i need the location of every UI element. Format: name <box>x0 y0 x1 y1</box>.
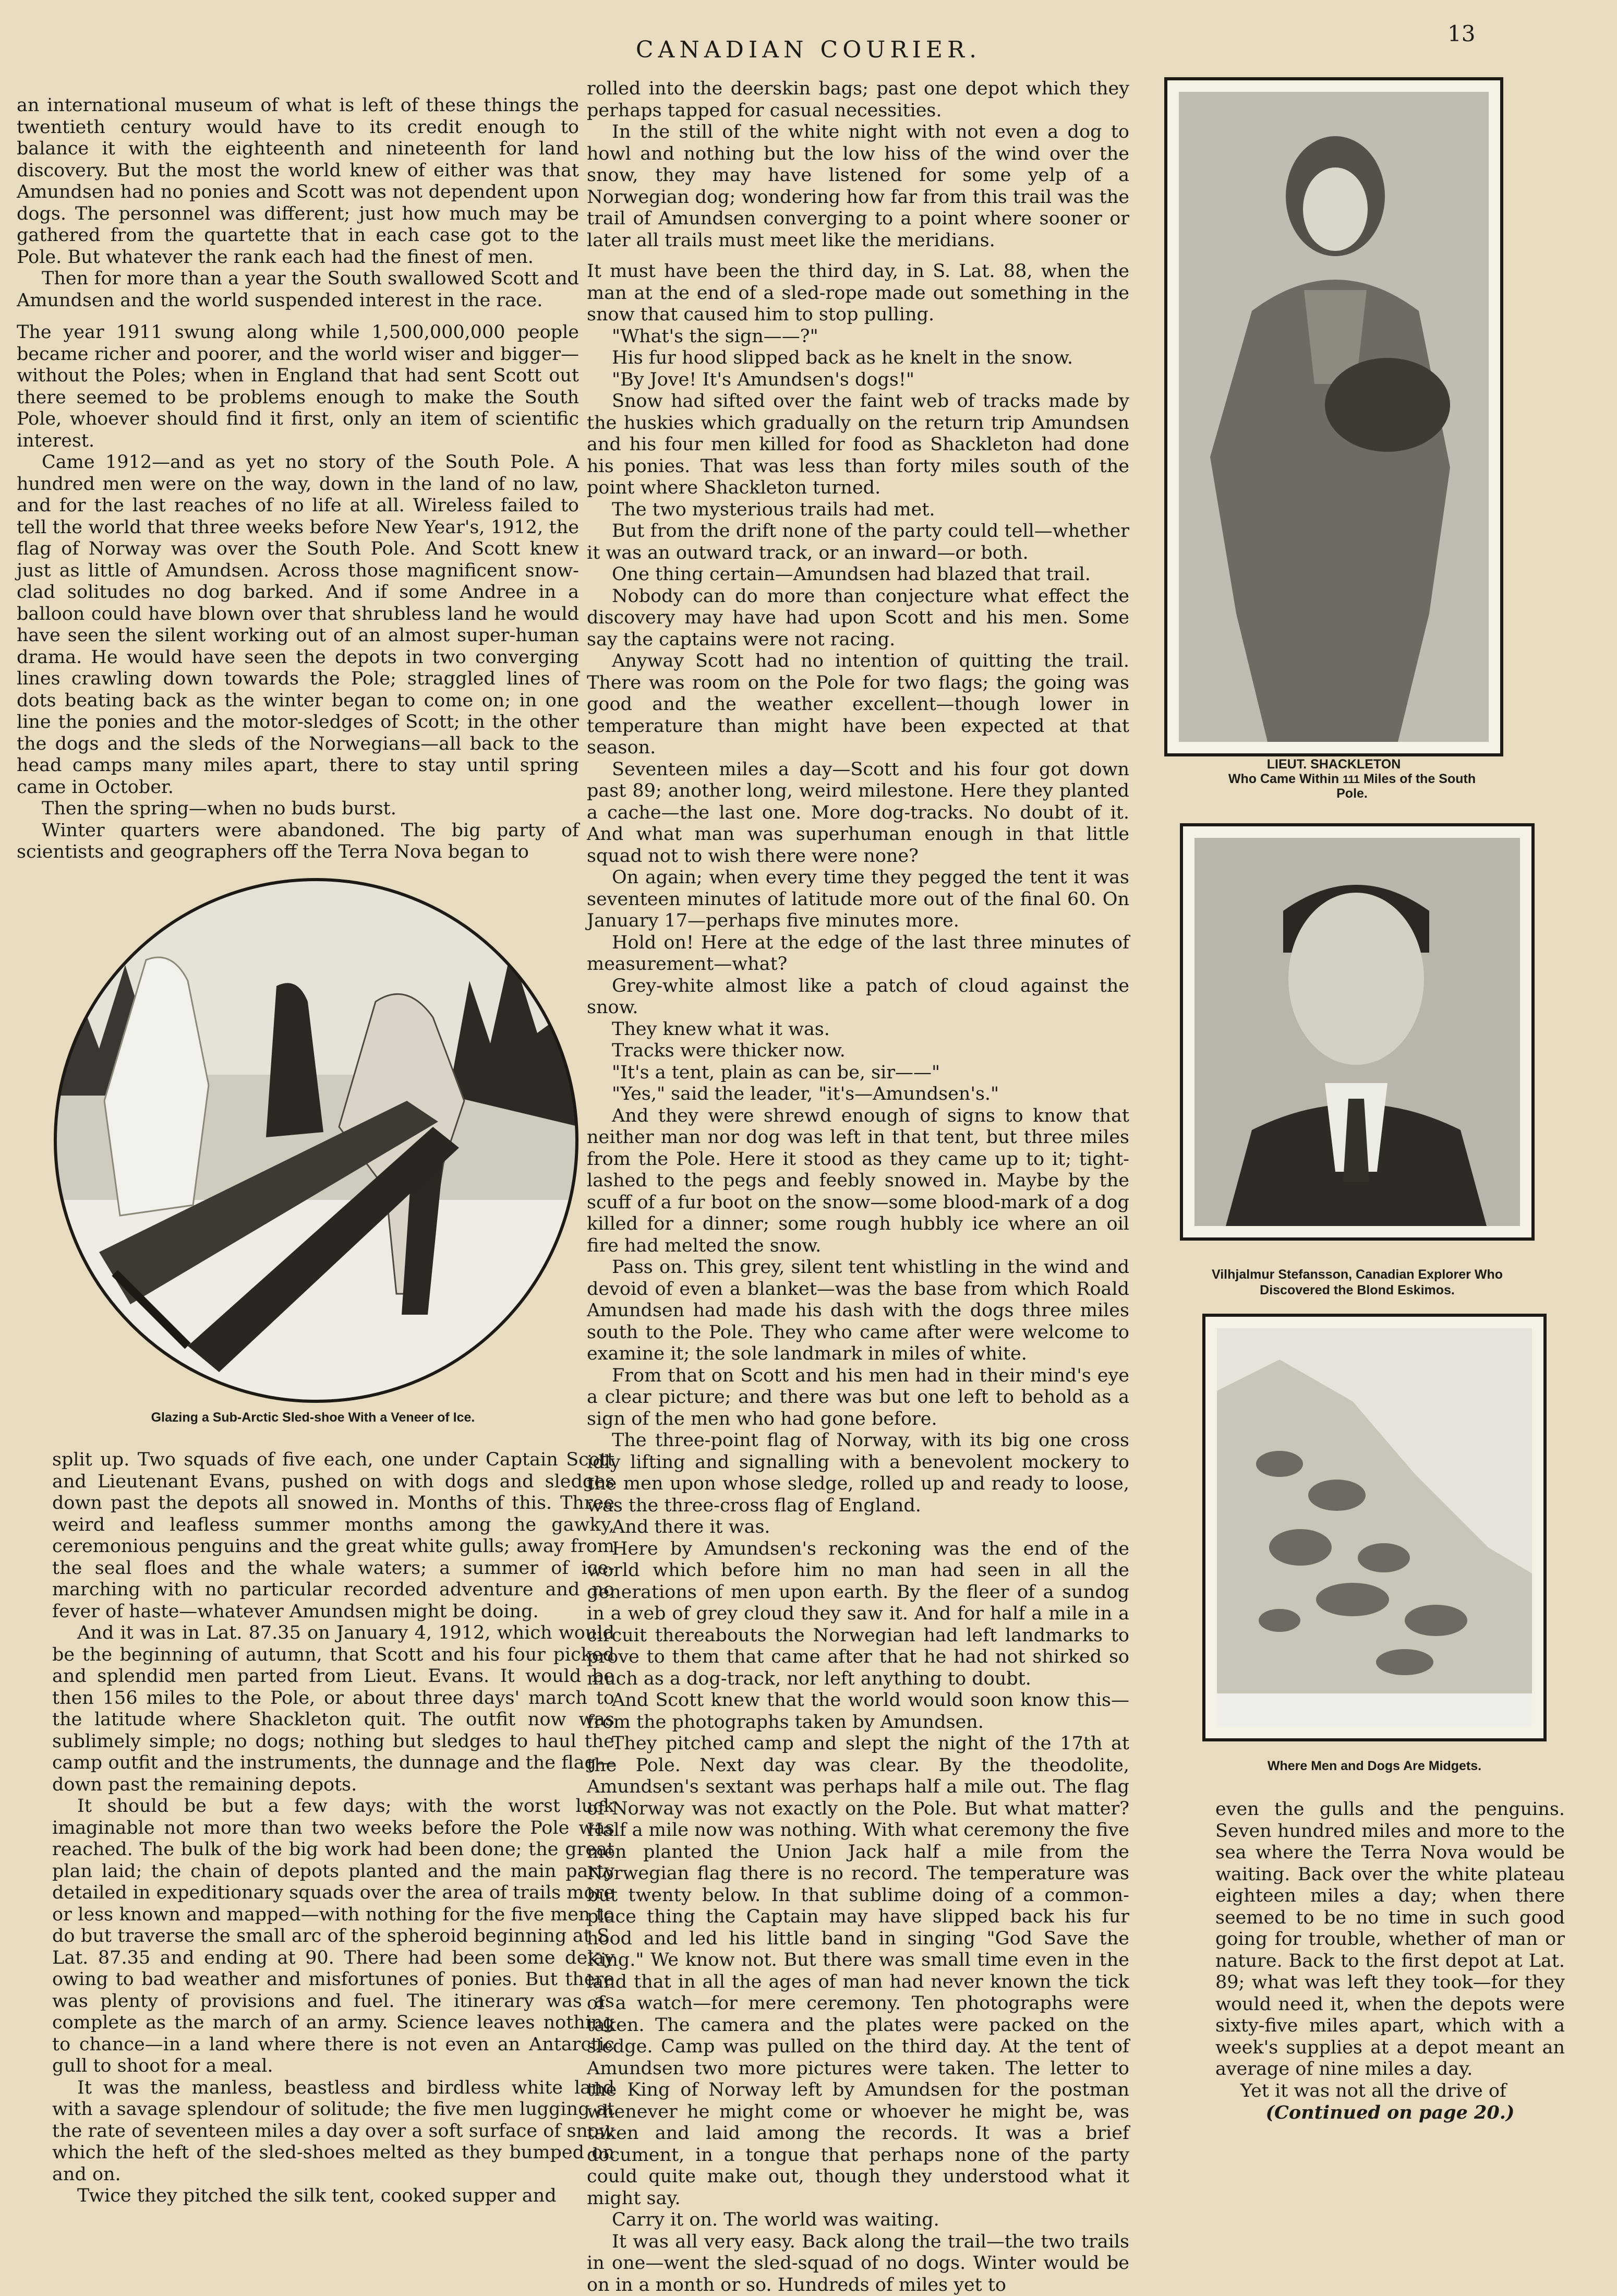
page-header-title: CANADIAN COURIER. <box>0 37 1617 63</box>
caption-number: 111 <box>1343 774 1360 786</box>
paragraph: Then for more than a year the South swallowed Scott and Amundsen and the world suspended interest in the race. <box>17 268 579 311</box>
paragraph: Snow had sifted over the faint web of tracks made by the huskies which gradually on the return trip Amundsen and his four men killed for food as Shackleton had done his ponies. That was less than forty miles south of the point where Shackleton turned. <box>587 391 1129 499</box>
paragraph: The three-point flag of Norway, with its big one cross idly lifting and signalling with a benevolent mockery to the men upon whose sledge, rolled up and ready to loose, was the three-cross flag of England. <box>587 1430 1129 1517</box>
paragraph: It should be but a few days; with the worst luck imaginable not more than two weeks before the Pole was reached. The bulk of the big work had been done; the great plan laid; the chain of depots planted and the main party detailed in expeditionary squads over the area of trails more or less known and mapped—with nothing for the five men to do but traverse the small arc of the spheroid beginning at S. Lat. 87.35 and ending at 90. There had been some delay owing to bad weather and misfortunes of ponies. But there was plenty of provisions and fuel. The itinerary was as complete as the march of an army. Science leaves nothing to chance—in a land where there is not even an Antarctic gull to shoot for a meal. <box>52 1796 614 2077</box>
paragraph: It must have been the third day, in S. Lat. 88, when the man at the end of a sled-rope made out something in the snow that caused him to stop pulling. <box>587 261 1129 326</box>
paragraph: His fur hood slipped back as he knelt in the snow. <box>587 347 1129 369</box>
stefansson-caption-2: Discovered the Blond Eskimos. <box>1164 1282 1550 1299</box>
stefansson-photo <box>1180 823 1535 1241</box>
sled-photo-caption: Glazing a Sub-Arctic Sled-shoe With a Veneer of Ice. <box>78 1410 548 1426</box>
paragraph: Came 1912—and as yet no story of the South Pole. A hundred men were on the way, down in the land of no law, and for the last reaches of no life at all. Wireless failed to tell the world that three weeks before New Year's, 1912, the flag of Norway was over the South Pole. And Scott knew just as little of Amundsen. Across those magnificent snow-clad solitudes no dog barked. And if some Andree in a balloon could have blown over that shrubless land he would have seen the silent working out of an almost super-human drama. He would have seen the depots in two converging lines crawling down towards the Pole; straggled lines of dots beating back as the winter began to come on; in one line the ponies and the motor-sledges of Scott; in the other the dogs and the sleds of the Norwegians—all back to the head camps many miles apart, there to stay until spring came in October. <box>17 452 579 798</box>
paragraph: Twice they pitched the silk tent, cooked supper and <box>52 2185 614 2207</box>
shackleton-caption-name: LIEUT. SHACKLETON <box>1164 756 1503 773</box>
caption-part: Miles of the South <box>1363 772 1476 786</box>
article-column-2 <box>587 78 1129 2296</box>
paragraph: split up. Two squads of five each, one under Captain Scott and Lieutenant Evans, pushed on with dogs and sledges down past the depots all snowed in. Months of this. Three weird and leafless summer months among the gawky, ceremonious penguins and the great white gulls; away from the seal floes and the whale waters; a summer of ice-marching with no particular recorded adventure and no fever of haste—whatever Amundsen might be doing. <box>52 1449 614 1622</box>
paragraph: Seventeen miles a day—Scott and his four got down past 89; another long, weird milestone. Here they planted a cache—the last one. More dog-tracks. No doubt of it. And what man was superhuman enough in that little squad not to wish there were none? <box>587 759 1129 868</box>
paragraph: "What's the sign——?" <box>587 326 1129 348</box>
paragraph: One thing certain—Amundsen had blazed that trail. <box>587 564 1129 586</box>
caption-part: Who Came Within <box>1228 772 1339 786</box>
paragraph: They knew what it was. <box>587 1019 1129 1041</box>
sled-scene-illustration <box>52 876 580 1404</box>
paragraph: Tracks were thicker now. <box>587 1040 1129 1062</box>
article-column-3 <box>1215 1799 1565 2124</box>
paragraph: In the still of the white night with not even a dog to howl and nothing but the low hiss of the wind over the snow, they may have listened for some yelp of a Norwegian dog; wondering how far from this trail was the trail of Amundsen converging to a point where sooner or later all trails must meet like the meridians. <box>587 122 1129 251</box>
stefansson-portrait-illustration <box>1194 838 1520 1226</box>
continued-note: (Continued on page 20.) <box>1215 2102 1565 2124</box>
shackleton-portrait-illustration <box>1179 92 1489 742</box>
paragraph: Winter quarters were abandoned. The big party of scientists and geographers off the Terra Nova began to <box>17 820 579 863</box>
paragraph: Carry it on. The world was waiting. <box>587 2209 1129 2231</box>
paragraph: rolled into the deerskin bags; past one depot which they perhaps tapped for casual necessities. <box>587 78 1129 122</box>
paragraph: Yet it was not all the drive of <box>1215 2081 1565 2102</box>
paragraph: "Yes," said the leader, "it's—Amundsen's." <box>587 1084 1129 1105</box>
paragraph: even the gulls and the penguins. Seven hundred miles and more to the sea where the Terra Nova would be waiting. Back over the white plateau eighteen miles a day; when there seemed to be no time in such good going for trouble, whether of man or nature. Back to the first depot at Lat. 89; what was left they took—for they would need it, when the depots were sixty-five miles apart, which with a week's supplies at a depot meant an average of nine miles a day. <box>1215 1799 1565 2081</box>
stefansson-caption-1: Vilhjalmur Stefansson, Canadian Explorer Who <box>1164 1267 1550 1283</box>
paragraph: "It's a tent, plain as can be, sir——" <box>587 1062 1129 1084</box>
mountain-photo <box>1202 1314 1547 1741</box>
paragraph: The two mysterious trails had met. <box>587 499 1129 521</box>
paragraph: "By Jove! It's Amundsen's dogs!" <box>587 369 1129 391</box>
paragraph: an international museum of what is left of these things the twentieth century would have to its credit enough to balance it with the eighteenth and nineteenth for land discovery. But the most the world knew of either was that Amundsen had no ponies and Scott was not dependent upon dogs. The personnel was different; just how much may be gathered from the quartette that in each case got to the Pole. But whatever the rank each had the finest of men. <box>17 95 579 268</box>
shackleton-caption-end: Pole. <box>1164 786 1540 802</box>
paragraph: And there it was. <box>587 1517 1129 1538</box>
paragraph: And it was in Lat. 87.35 on January 4, 1912, which would be the beginning of autumn, that Scott and his four picked and splendid men parted from Lieut. Evans. It would be then 156 miles to the Pole, or about three days' march to the latitude where Shackleton quit. The outfit now was sublimely simple; no dogs; nothing but sledges to haul the camp outfit and the instruments, the dunnage and the flag—down past the remaining depots. <box>52 1622 614 1796</box>
paragraph: Grey-white almost like a patch of cloud against the snow. <box>587 976 1129 1019</box>
paragraph: Hold on! Here at the edge of the last three minutes of measurement—what? <box>587 932 1129 976</box>
paragraph: And Scott knew that the world would soon know this—from the photographs taken by Amundsen. <box>587 1690 1129 1733</box>
page-number: 13 <box>1447 21 1475 46</box>
paragraph: Nobody can do more than conjecture what effect the discovery may have had upon Scott and his men. Some say the captains were not racing. <box>587 586 1129 651</box>
article-column-1 <box>17 95 579 863</box>
paragraph: Then the spring—when no buds burst. <box>17 798 579 820</box>
article-column-1-continued <box>52 1449 614 2207</box>
paragraph: It was the manless, beastless and birdless white land with a savage splendour of solitude; the five men lugging at the rate of seventeen miles a day over a soft surface of snow which the heft of the sled-shoes melted as they bumped on and on. <box>52 2077 614 2186</box>
paragraph: From that on Scott and his men had in their mind's eye a clear picture; and there was but one left to behold as a sign of the men who had gone before. <box>587 1365 1129 1431</box>
paragraph: On again; when every time they pegged the tent it was seventeen minutes of latitude more out of the final 60. On January 17—perhaps five minutes more. <box>587 867 1129 932</box>
paragraph: Here by Amundsen's reckoning was the end of the world which before him no man had seen in all the generations of men upon earth. By the fleer of a sundog in a web of grey cloud they saw it. And for half a mile in a circuit thereabouts the Norwegian had left landmarks to prove to them that came after that he had not shirked so much as a dog-track, nor left anything to doubt. <box>587 1538 1129 1690</box>
paragraph: The year 1911 swung along while 1,500,000,000 people became richer and poorer, and the world wiser and bigger—without the Poles; when in England that had sent Scott out there seemed to be problems enough to make the South Pole, whoever should find it first, only an item of scientific interest. <box>17 322 579 452</box>
snowy-mountain-illustration <box>1217 1328 1532 1727</box>
shackleton-photo <box>1164 77 1503 756</box>
paragraph: It was all very easy. Back along the trail—the two trails in one—went the sled-squad of no dogs. Winter would be on in a month or so. Hundreds of miles yet to <box>587 2231 1129 2296</box>
paragraph: But from the drift none of the party could tell—whether it was an outward track, or an inward—or both. <box>587 521 1129 564</box>
paragraph: Pass on. This grey, silent tent whistling in the wind and devoid of even a blanket—was the base from which Roald Amundsen had made his dash with the dogs three miles south to the Pole. They who came after were welcome to examine it; the sole landmark in miles of white. <box>587 1257 1129 1365</box>
paragraph: And they were shrewd enough of signs to know that neither man nor dog was left in that tent, but three miles from the Pole. Here it stood as they came up to it; tight-lashed to the pegs and feebly snowed in. Maybe by the scuff of a fur boot on the snow—some blood-mark of a dog killed for a dinner; some rough hubbly ice where an oil fire had melted the snow. <box>587 1105 1129 1257</box>
paragraph: Anyway Scott had no intention of quitting the trail. There was room on the Pole for two flags; the going was good and the weather excellent—though lower in temperature than might have been expected at that season. <box>587 651 1129 759</box>
mountain-caption: Where Men and Dogs Are Midgets. <box>1202 1758 1547 1774</box>
sled-shoe-photo <box>52 876 580 1404</box>
paragraph: They pitched camp and slept the night of the 17th at the Pole. Next day was clear. By the theodolite, Amundsen's sextant was perhaps half a mile out. The flag of Norway was not exactly on the Pole. But what matter? Half a mile now was nothing. With what ceremony the five men planted the Union Jack half a mile from the Norwegian flag there is no record. The temperature was but twenty below. In that sublime doing of a common-place thing the Captain may have slipped back his fur hood and led his little band in singing "God Save the King." We know not. But there was small time even in the land that in all the ages of man had never known the tick of a watch—for mere ceremony. Ten photographs were taken. The camera and the plates were packed on the sledge. Camp was pulled on the third day. At the tent of Amundsen two more pictures were taken. The letter to the King of Norway left by Amundsen for the postman whenever he might come or whoever he might be, was taken and laid among the records. It was a brief document, in a tongue that perhaps none of the party could quite make out, though they understood what it might say. <box>587 1733 1129 2209</box>
